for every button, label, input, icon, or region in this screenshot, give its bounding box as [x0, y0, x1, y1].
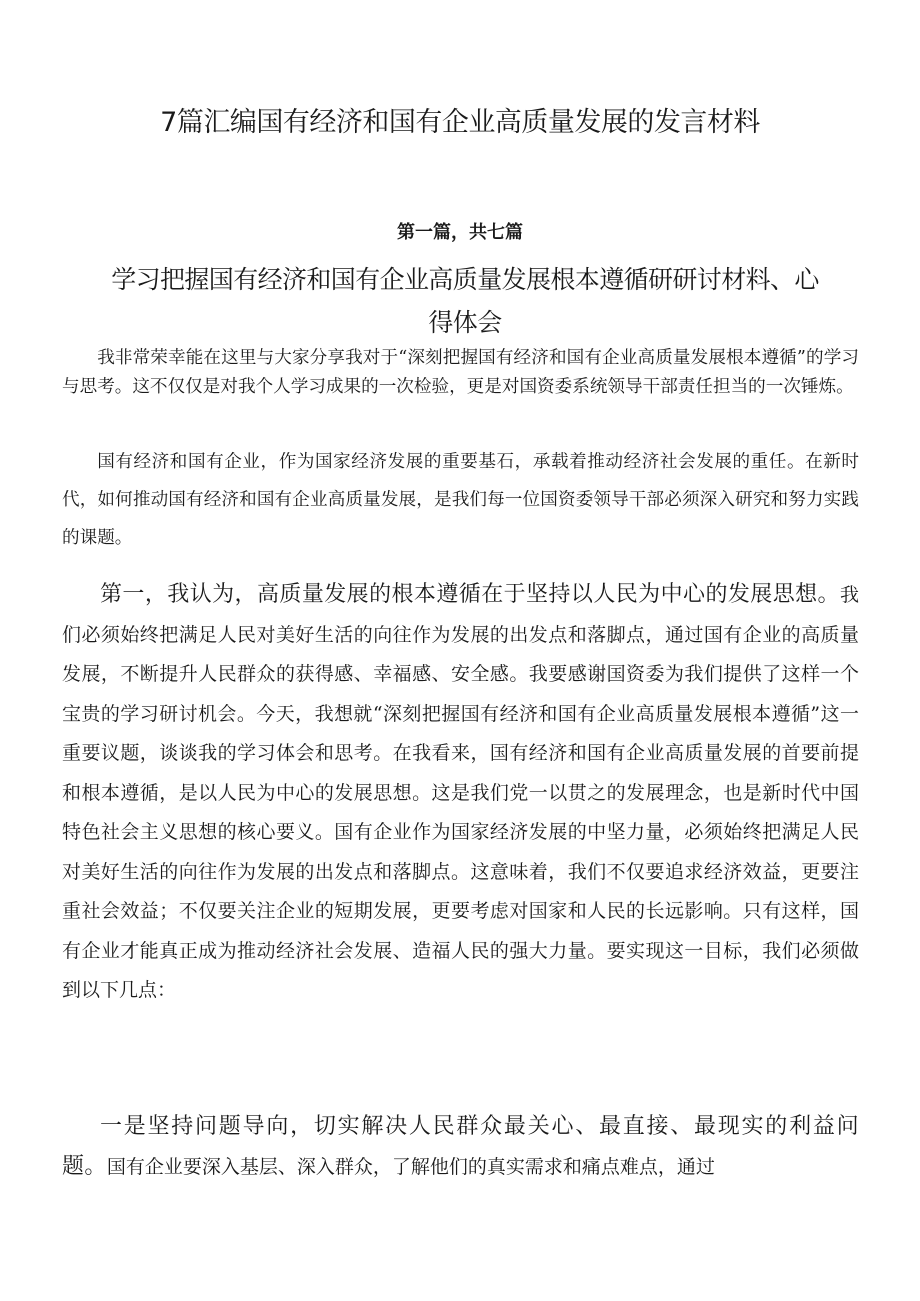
paragraph-background: 国有经济和国有企业，作为国家经济发展的重要基石，承载着推动经济社会发展的重任。在新时代，如何推动国有经济和国有企业高质量发展，是我们每一位国资委领导干部必须深入研究和努力实践的课题。: [62, 452, 859, 548]
paragraph-point-one: [62, 575, 859, 1011]
document-title: 7篇汇编国有经济和国有企业高质量发展的发言材料: [160, 107, 760, 138]
paragraph-lead: 第一，我认为，高质量发展的根本遵循在于坚持以人民为中心的发展思想。: [100, 582, 840, 607]
section-heading: 学习把握国有经济和国有企业高质量发展根本遵循研研讨材料、心得体会: [111, 265, 819, 337]
paragraph-lead: 一是坚持问题导向，切实解决人民群众最关心、最直接、最现实的利益问题。: [62, 1114, 859, 1179]
paragraph-intro: 我非常荣幸能在这里与大家分享我对于“深刻把握国有经济和国有企业高质量发展根本遵循”的学习与思考。这不仅仅是对我个人学习成果的一次检验，更是对国资委系统领导干部责任担当的一次锤炼。: [62, 348, 859, 397]
paragraph-text: 国有企业要深入基层、深入群众，了解他们的真实需求和痛点难点，通过: [106, 1156, 715, 1178]
section-label: 第一篇，共七篇: [397, 222, 523, 243]
paragraph-text: 我们必须始终把满足人民对美好生活的向往作为发展的出发点和落脚点，通过国有企业的高质量发展，不断提升人民群众的获得感、幸福感、安全感。我要感谢国资委为我们提供了这样一个宝贵的学习研讨机会。今天，我想就“深刻把握国有经济和国有企业高质量发展根本遵循”这一重要议题，谈谈我的学习体会和思考。在我看来，国有经济和国有企业高质量发展的首要前提和根本遵循，是以人民为中心的发展思想。这是我们党一以贯之的发展理念，也是新时代中国特色社会主义思想的核心要义。国有企业作为国家经济发展的中坚力量，必须始终把满足人民对美好生活的向往作为发展的出发点和落脚点。这意味着，我们不仅要追求经济效益，更要注重社会效益；不仅要关注企业的短期发展，更要考虑对国家和人民的长远影响。只有这样，国有企业才能真正成为推动经济社会发展、造福人民的强大力量。要实现这一目标，我们必须做到以下几点：: [62, 584, 859, 1001]
paragraph-subpoint-one: [62, 1107, 859, 1187]
